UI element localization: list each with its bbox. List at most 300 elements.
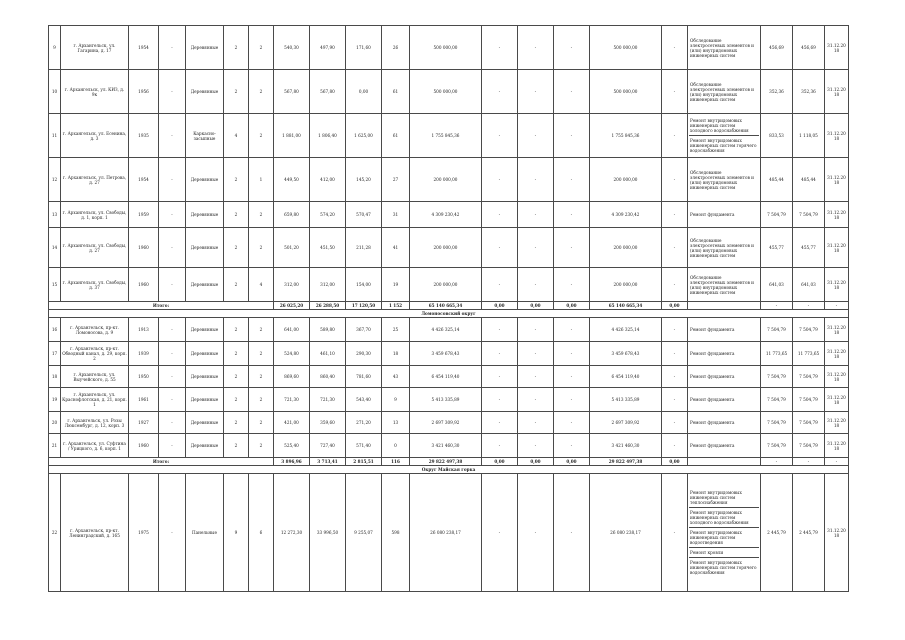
- cell-c2: -: [518, 434, 554, 458]
- cell-n: 10: [49, 70, 61, 114]
- cell-u2: 11 773,65: [793, 342, 825, 366]
- cell-ent: 2: [249, 318, 274, 342]
- cell-total: 4 309 230,42: [410, 202, 482, 228]
- cell-u1: 7 504,79: [761, 412, 793, 434]
- cell-res: 13: [382, 412, 410, 434]
- total-u1: -: [761, 458, 793, 466]
- address-cell: г. Архангельск, ул. Суфтина / Урицкого, д. 6, корп. 1: [61, 434, 129, 458]
- cell-mat: Деревянные: [186, 412, 224, 434]
- cell-c1: -: [482, 228, 518, 268]
- cell-u2: 1 118,05: [793, 114, 825, 158]
- cell-mat: Деревянные: [186, 366, 224, 388]
- cell-a1: 12 272,30: [274, 474, 310, 592]
- cell-ent: 6: [249, 474, 274, 592]
- total-res: 1 152: [382, 302, 410, 310]
- total-u2: -: [793, 458, 825, 466]
- cell-a2: 589,80: [310, 318, 346, 342]
- cell-year: 1913: [129, 318, 159, 342]
- cell-c2: -: [518, 228, 554, 268]
- work-type-cell: [688, 412, 761, 434]
- cell-c2: -: [518, 318, 554, 342]
- cell-floors: 9: [224, 474, 249, 592]
- cell-c5: -: [662, 342, 688, 366]
- total-a3: 17 120,50: [346, 302, 382, 310]
- empty-cell: -: [159, 26, 186, 70]
- address-cell: г. Архангельск, ул. Свободы, д. 27: [61, 228, 129, 268]
- cell-a3: 9 255,07: [346, 474, 382, 592]
- cell-floors: 4: [224, 114, 249, 158]
- work-type-item: Ремонт внутридомовых инженерных систем горячего водоснабжения: [690, 138, 757, 153]
- cell-a3: 154,00: [346, 268, 382, 302]
- cell-n: 19: [49, 388, 61, 412]
- work-type-cell: [688, 388, 761, 412]
- empty-cell: -: [159, 412, 186, 434]
- cell-c3: -: [554, 26, 590, 70]
- cell-c1: -: [482, 268, 518, 302]
- cell-u1: 7 504,79: [761, 318, 793, 342]
- cell-c4: 200 000,00: [590, 158, 662, 202]
- cell-ent: 1: [249, 158, 274, 202]
- address-cell: г. Архангельск, ул. КИЗ, д. 9к: [61, 70, 129, 114]
- work-type-item: Обследование электросетевых элементов и (или) внутридомовых инженерных систем: [690, 37, 754, 58]
- cell-c2: -: [518, 388, 554, 412]
- address-cell: г. Архангельск, пр-кт. Обводный канал, д. 29, корп. 2: [61, 342, 129, 366]
- cell-floors: 2: [224, 268, 249, 302]
- work-type-cell: [688, 202, 761, 228]
- cell-mat: Деревянные: [186, 158, 224, 202]
- cell-u1: 641,03: [761, 268, 793, 302]
- cell-a1: 869,60: [274, 366, 310, 388]
- cell-date: 31.12.2018: [825, 26, 849, 70]
- cell-c5: -: [662, 114, 688, 158]
- cell-u2: 641,03: [793, 268, 825, 302]
- cell-res: 18: [382, 342, 410, 366]
- cell-a3: 211,28: [346, 228, 382, 268]
- total-c1: 0,00: [482, 458, 518, 466]
- cell-total: 500 000,00: [410, 26, 482, 70]
- cell-year: 1960: [129, 228, 159, 268]
- cell-total: 200 000,00: [410, 158, 482, 202]
- cell-a3: 367,70: [346, 318, 382, 342]
- empty-cell: -: [159, 202, 186, 228]
- cell-res: 25: [382, 318, 410, 342]
- cell-u1: 352,36: [761, 70, 793, 114]
- cell-year: 1954: [129, 158, 159, 202]
- total-row: [49, 302, 849, 310]
- cell-c2: -: [518, 114, 554, 158]
- cell-u1: 11 773,65: [761, 342, 793, 366]
- total-row: [49, 458, 849, 466]
- total-label: Итого:: [49, 302, 274, 310]
- cell-year: 1950: [129, 366, 159, 388]
- total-c1: 0,00: [482, 302, 518, 310]
- table-row: [49, 388, 849, 412]
- cell-a3: 290,30: [346, 342, 382, 366]
- district-header-row: [49, 310, 849, 318]
- cell-a1: 524,80: [274, 342, 310, 366]
- cell-c4: 500 000,00: [590, 26, 662, 70]
- cell-c4: 5 413 335,89: [590, 388, 662, 412]
- cell-c4: 200 000,00: [590, 228, 662, 268]
- cell-floors: 2: [224, 202, 249, 228]
- cell-res: 9: [382, 388, 410, 412]
- table-row: [49, 158, 849, 202]
- cell-c1: -: [482, 412, 518, 434]
- work-type-item: Ремонт фундамента: [690, 351, 735, 356]
- cell-u1: 485,44: [761, 158, 793, 202]
- cell-ent: 2: [249, 434, 274, 458]
- work-type-item: Обследование электросетевых элементов и (или) внутридомовых инженерных систем: [690, 169, 754, 190]
- cell-c2: -: [518, 474, 554, 592]
- cell-c2: -: [518, 70, 554, 114]
- document-page: [48, 25, 844, 593]
- work-type-item: Ремонт внутридомовых инженерных систем горячего водоснабжения: [690, 560, 757, 575]
- work-type-item: Ремонт внутридомовых инженерных систем водоотведения: [689, 528, 759, 548]
- total-a1: 3 896,96: [274, 458, 310, 466]
- total-c3: 0,00: [554, 458, 590, 466]
- address-cell: г. Архангельск, пр-кт. Ломоносова, д. 9: [61, 318, 129, 342]
- cell-a3: 0,00: [346, 70, 382, 114]
- address-cell: г. Архангельск, ул. Розы Люксембург, д. 12, корп. 3: [61, 412, 129, 434]
- cell-date: 31.12.2018: [825, 70, 849, 114]
- cell-n: 21: [49, 434, 61, 458]
- cell-u2: 7 504,79: [793, 434, 825, 458]
- total-c4: 65 140 665,34: [590, 302, 662, 310]
- repair-program-table: [48, 25, 849, 592]
- cell-u2: 455,77: [793, 228, 825, 268]
- table-row: [49, 474, 849, 592]
- cell-c3: -: [554, 342, 590, 366]
- work-type-cell: [688, 268, 761, 302]
- cell-year: 1975: [129, 474, 159, 592]
- cell-res: 61: [382, 70, 410, 114]
- cell-c5: -: [662, 26, 688, 70]
- cell-u2: 2 445,79: [793, 474, 825, 592]
- cell-res: 26: [382, 26, 410, 70]
- cell-mat: Деревянные: [186, 342, 224, 366]
- total-c3: 0,00: [554, 302, 590, 310]
- cell-total: 4 426 325,14: [410, 318, 482, 342]
- cell-c1: -: [482, 366, 518, 388]
- total-total: 65 140 665,34: [410, 302, 482, 310]
- cell-c5: -: [662, 158, 688, 202]
- cell-c1: -: [482, 70, 518, 114]
- table-row: [49, 114, 849, 158]
- address-cell: г. Архангельск, ул. Свободы, д. 1, корп. 1: [61, 202, 129, 228]
- work-type-cell: [688, 318, 761, 342]
- cell-u1: 7 504,79: [761, 202, 793, 228]
- cell-ent: 2: [249, 26, 274, 70]
- cell-ent: 2: [249, 412, 274, 434]
- cell-ent: 2: [249, 202, 274, 228]
- total-c4: 29 822 497,38: [590, 458, 662, 466]
- cell-floors: 2: [224, 412, 249, 434]
- cell-floors: 2: [224, 318, 249, 342]
- work-type-cell: [688, 158, 761, 202]
- cell-c5: -: [662, 268, 688, 302]
- cell-n: 13: [49, 202, 61, 228]
- cell-date: 31.12.2018: [825, 318, 849, 342]
- cell-c3: -: [554, 228, 590, 268]
- cell-u1: 2 445,79: [761, 474, 793, 592]
- cell-floors: 2: [224, 70, 249, 114]
- total-c5: 0,00: [662, 302, 688, 310]
- cell-a1: 312,00: [274, 268, 310, 302]
- cell-n: 14: [49, 228, 61, 268]
- cell-c4: 26 080 238,17: [590, 474, 662, 592]
- cell-res: 61: [382, 114, 410, 158]
- cell-c3: -: [554, 388, 590, 412]
- cell-floors: 2: [224, 388, 249, 412]
- empty-cell: -: [159, 434, 186, 458]
- cell-a2: 497,90: [310, 26, 346, 70]
- cell-a1: 721,30: [274, 388, 310, 412]
- work-type-item: Ремонт фундамента: [690, 420, 735, 425]
- work-type-cell: [688, 228, 761, 268]
- cell-year: 1954: [129, 26, 159, 70]
- cell-u1: 7 504,79: [761, 388, 793, 412]
- cell-year: 1959: [129, 202, 159, 228]
- cell-a1: 1 881,00: [274, 114, 310, 158]
- cell-total: 200 000,00: [410, 228, 482, 268]
- work-type-cell: [688, 474, 761, 592]
- table-row: [49, 228, 849, 268]
- work-type-item: Обследование электросетевых элементов и (или) внутридомовых инженерных систем: [690, 237, 754, 258]
- cell-c1: -: [482, 26, 518, 70]
- table-row: [49, 366, 849, 388]
- cell-c5: -: [662, 70, 688, 114]
- total-c2: 0,00: [518, 458, 554, 466]
- cell-a1: 641,00: [274, 318, 310, 342]
- cell-ent: 2: [249, 366, 274, 388]
- cell-c3: -: [554, 202, 590, 228]
- cell-mat: Деревянные: [186, 70, 224, 114]
- cell-res: 43: [382, 366, 410, 388]
- cell-total: 1 755 845,36: [410, 114, 482, 158]
- work-type-cell: [688, 70, 761, 114]
- cell-a2: 721,30: [310, 388, 346, 412]
- cell-u2: 7 504,79: [793, 388, 825, 412]
- cell-ent: 2: [249, 114, 274, 158]
- cell-u2: 7 504,79: [793, 366, 825, 388]
- district-name: Ломоносовский округ: [49, 310, 849, 318]
- cell-c4: 3 459 678,43: [590, 342, 662, 366]
- cell-res: 19: [382, 268, 410, 302]
- cell-total: 6 454 119,40: [410, 366, 482, 388]
- cell-u1: 7 504,79: [761, 366, 793, 388]
- cell-res: 27: [382, 158, 410, 202]
- cell-c4: 500 000,00: [590, 70, 662, 114]
- cell-u2: 352,36: [793, 70, 825, 114]
- cell-c3: -: [554, 114, 590, 158]
- cell-floors: 2: [224, 342, 249, 366]
- empty-cell: -: [159, 268, 186, 302]
- cell-n: 9: [49, 26, 61, 70]
- cell-c5: -: [662, 474, 688, 592]
- total-res: 116: [382, 458, 410, 466]
- cell-total: 3 459 678,43: [410, 342, 482, 366]
- cell-c5: -: [662, 202, 688, 228]
- cell-a2: 574,20: [310, 202, 346, 228]
- cell-a1: 540,30: [274, 26, 310, 70]
- cell-floors: 2: [224, 158, 249, 202]
- total-work-empty: [688, 458, 761, 466]
- cell-mat: Деревянные: [186, 26, 224, 70]
- cell-u2: 7 504,79: [793, 202, 825, 228]
- cell-date: 31.12.2018: [825, 388, 849, 412]
- cell-a1: 567,80: [274, 70, 310, 114]
- work-type-cell: [688, 366, 761, 388]
- cell-c3: -: [554, 474, 590, 592]
- cell-date: 31.12.2018: [825, 474, 849, 592]
- cell-n: 12: [49, 158, 61, 202]
- cell-c5: -: [662, 388, 688, 412]
- cell-c3: -: [554, 70, 590, 114]
- table-row: [49, 342, 849, 366]
- cell-mat: Панельные: [186, 474, 224, 592]
- cell-a1: 501,20: [274, 228, 310, 268]
- cell-c4: 200 000,00: [590, 268, 662, 302]
- cell-c1: -: [482, 434, 518, 458]
- cell-c4: 2 697 309,92: [590, 412, 662, 434]
- cell-a2: 567,80: [310, 70, 346, 114]
- cell-c2: -: [518, 158, 554, 202]
- district-header-row: [49, 466, 849, 474]
- cell-a2: 461,10: [310, 342, 346, 366]
- total-date: -: [825, 458, 849, 466]
- cell-year: 1939: [129, 342, 159, 366]
- work-type-cell: [688, 114, 761, 158]
- cell-a3: 571,40: [346, 434, 382, 458]
- cell-c1: -: [482, 388, 518, 412]
- cell-n: 11: [49, 114, 61, 158]
- cell-date: 31.12.2018: [825, 412, 849, 434]
- total-u2: -: [793, 302, 825, 310]
- cell-a3: 145,20: [346, 158, 382, 202]
- cell-c3: -: [554, 268, 590, 302]
- cell-floors: 2: [224, 228, 249, 268]
- cell-mat: Каркасно-засыпные: [186, 114, 224, 158]
- cell-mat: Деревянные: [186, 228, 224, 268]
- work-type-cell: [688, 342, 761, 366]
- cell-c1: -: [482, 158, 518, 202]
- cell-u2: 456,69: [793, 26, 825, 70]
- table-row: [49, 412, 849, 434]
- cell-c1: -: [482, 474, 518, 592]
- table-row: [49, 318, 849, 342]
- cell-res: 31: [382, 202, 410, 228]
- table-row: [49, 26, 849, 70]
- cell-res: 598: [382, 474, 410, 592]
- cell-c2: -: [518, 412, 554, 434]
- cell-a2: 1 806,40: [310, 114, 346, 158]
- total-total: 29 822 497,38: [410, 458, 482, 466]
- empty-cell: -: [159, 318, 186, 342]
- cell-c5: -: [662, 228, 688, 268]
- cell-mat: Деревянные: [186, 388, 224, 412]
- total-a2: 3 713,41: [310, 458, 346, 466]
- cell-res: 41: [382, 228, 410, 268]
- cell-c4: 4 309 230,42: [590, 202, 662, 228]
- work-type-item: Ремонт внутридомовых инженерных систем теплоснабжения: [689, 488, 759, 508]
- work-type-item: Обследование электросетевых элементов и (или) внутридомовых инженерных систем: [690, 274, 754, 295]
- cell-c1: -: [482, 114, 518, 158]
- total-work-empty: [688, 302, 761, 310]
- empty-cell: -: [159, 366, 186, 388]
- cell-c5: -: [662, 366, 688, 388]
- cell-c1: -: [482, 342, 518, 366]
- cell-total: 2 697 309,92: [410, 412, 482, 434]
- total-label: Итого:: [49, 458, 274, 466]
- cell-a2: 727,40: [310, 434, 346, 458]
- total-c2: 0,00: [518, 302, 554, 310]
- cell-u1: 7 504,79: [761, 434, 793, 458]
- cell-total: 500 000,00: [410, 70, 482, 114]
- cell-floors: 2: [224, 366, 249, 388]
- cell-c5: -: [662, 434, 688, 458]
- address-cell: г. Архангельск, ул. Петрова, д. 27: [61, 158, 129, 202]
- cell-n: 18: [49, 366, 61, 388]
- work-type-item: Ремонт фундамента: [690, 443, 735, 448]
- cell-a2: 33 996,50: [310, 474, 346, 592]
- cell-u1: 833,53: [761, 114, 793, 158]
- table-row: [49, 434, 849, 458]
- cell-c1: -: [482, 318, 518, 342]
- cell-date: 31.12.2018: [825, 366, 849, 388]
- empty-cell: -: [159, 114, 186, 158]
- cell-year: 1956: [129, 70, 159, 114]
- cell-a3: 1 625,00: [346, 114, 382, 158]
- cell-a3: 781,60: [346, 366, 382, 388]
- cell-year: 1960: [129, 268, 159, 302]
- total-u1: -: [761, 302, 793, 310]
- cell-a1: 525,40: [274, 434, 310, 458]
- cell-total: 5 413 335,89: [410, 388, 482, 412]
- work-type-item: Ремонт фундамента: [690, 327, 735, 332]
- cell-total: 26 080 238,17: [410, 474, 482, 592]
- cell-a1: 449,50: [274, 158, 310, 202]
- cell-u2: 7 504,79: [793, 318, 825, 342]
- cell-floors: 2: [224, 434, 249, 458]
- cell-year: 1935: [129, 114, 159, 158]
- cell-ent: 4: [249, 268, 274, 302]
- cell-a2: 412,00: [310, 158, 346, 202]
- cell-a2: 312,00: [310, 268, 346, 302]
- work-type-cell: [688, 434, 761, 458]
- cell-total: 200 000,00: [410, 268, 482, 302]
- cell-c2: -: [518, 366, 554, 388]
- cell-a1: 421,00: [274, 412, 310, 434]
- cell-c2: -: [518, 202, 554, 228]
- cell-year: 1961: [129, 388, 159, 412]
- cell-total: 3 421 460,30: [410, 434, 482, 458]
- cell-a2: 359,60: [310, 412, 346, 434]
- empty-cell: -: [159, 70, 186, 114]
- cell-year: 1927: [129, 412, 159, 434]
- empty-cell: -: [159, 228, 186, 268]
- cell-u2: 7 504,79: [793, 412, 825, 434]
- cell-n: 22: [49, 474, 61, 592]
- address-cell: г. Архангельск, ул. Выучейского, д. 55: [61, 366, 129, 388]
- total-date: -: [825, 302, 849, 310]
- cell-a1: 659,80: [274, 202, 310, 228]
- cell-a3: 543,40: [346, 388, 382, 412]
- cell-ent: 2: [249, 342, 274, 366]
- cell-c4: 6 454 119,40: [590, 366, 662, 388]
- table-row: [49, 268, 849, 302]
- cell-c3: -: [554, 434, 590, 458]
- address-cell: г. Архангельск, ул. Есенина, д. 3: [61, 114, 129, 158]
